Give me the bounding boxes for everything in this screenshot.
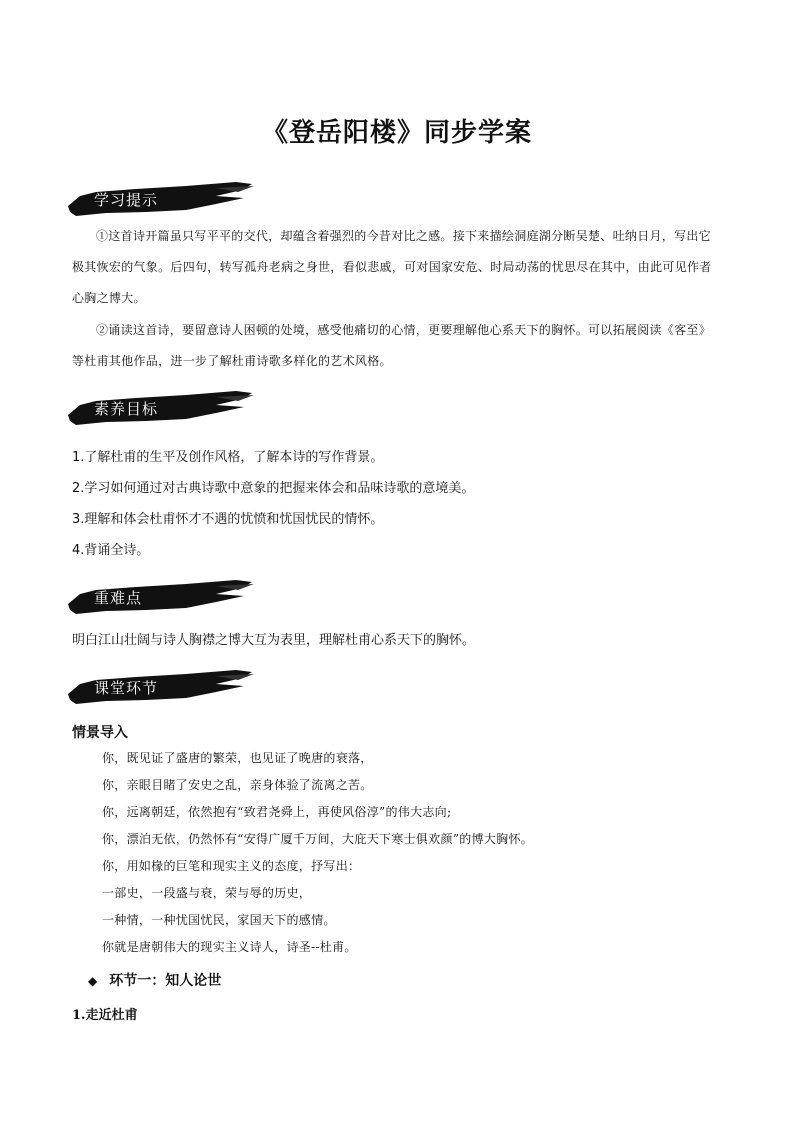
intro-line: 你，用如椽的巨笔和现实主义的态度，抒写出：: [102, 859, 361, 873]
goal-item: 1.了解杜甫的生平及创作风格，了解本诗的写作背景。: [72, 450, 384, 465]
section-label: 课堂环节: [94, 679, 159, 697]
intro-line: 一部史，一段盛与衰，荣与辱的历史，: [102, 886, 312, 900]
section-banner-class: [66, 668, 256, 708]
goal-item: 4.背诵全诗。: [72, 543, 150, 558]
intro-line: 你，远离朝廷，依然抱有“致君尧舜上，再使风俗淳”的伟大志向;: [102, 805, 452, 819]
section-one-text: 环节一：知人论世: [109, 973, 222, 989]
keypoint-text: 明白江山壮阔与诗人胸襟之博大互为表里，理解杜甫心系天下的胸怀。: [72, 633, 476, 648]
intro-line: 你，漂泊无依，仍然怀有“安得广厦千万间，大庇天下寒士俱欢颜”的博大胸怀。: [102, 832, 534, 846]
page-title: 《登岳阳楼》同步学案: [261, 118, 532, 148]
section-label: 重难点: [94, 589, 143, 607]
intro-line: 你，既见证了盛唐的繁荣，也见证了晚唐的衰落，: [102, 751, 373, 765]
intro-heading: 情景导入: [72, 725, 128, 741]
section-label: 学习提示: [94, 191, 159, 209]
section-banner-tips: [66, 180, 256, 220]
tips-paragraph: ②诵读这首诗，要留意诗人困顿的处境，感受他痛切的心情，更要理解他心系天下的胸怀。可以拓展阅读《客至》等杜甫其他作品，进一步了解杜甫诗歌多样化的艺术风格。: [72, 323, 712, 368]
section-banner-keypoints: [66, 578, 256, 618]
tips-paragraph: ①这首诗开篇虽只写平平的交代，却蕴含着强烈的今昔对比之感。接下来描绘洞庭湖分断吴楚、吐纳日月，写出它极其恢宏的气象。后四句，转写孤舟老病之身世，看似悲戚，可对国家安危、时局动荡的忧思尽在其中，由此可见作者心胸之博大。: [72, 229, 712, 305]
diamond-bullet-icon: ◆: [88, 974, 98, 988]
subsection-heading: 1.走近杜甫: [72, 1008, 138, 1023]
intro-line: 你就是唐朝伟大的现实主义诗人，诗圣--杜甫。: [102, 940, 357, 954]
section-banner-goals: [66, 389, 256, 429]
section-label: 素养目标: [94, 400, 159, 418]
intro-line: 一种情，一种忧国忧民，家国天下的感情。: [102, 913, 336, 927]
section-one-heading: [88, 970, 221, 990]
goal-item: 3.理解和体会杜甫怀才不遇的忧愤和忧国忧民的情怀。: [72, 512, 384, 527]
goal-item: 2.学习如何通过对古典诗歌中意象的把握来体会和品味诗歌的意境美。: [72, 481, 475, 496]
intro-line: 你，亲眼目睹了安史之乱，亲身体验了流离之苦。: [102, 778, 373, 792]
